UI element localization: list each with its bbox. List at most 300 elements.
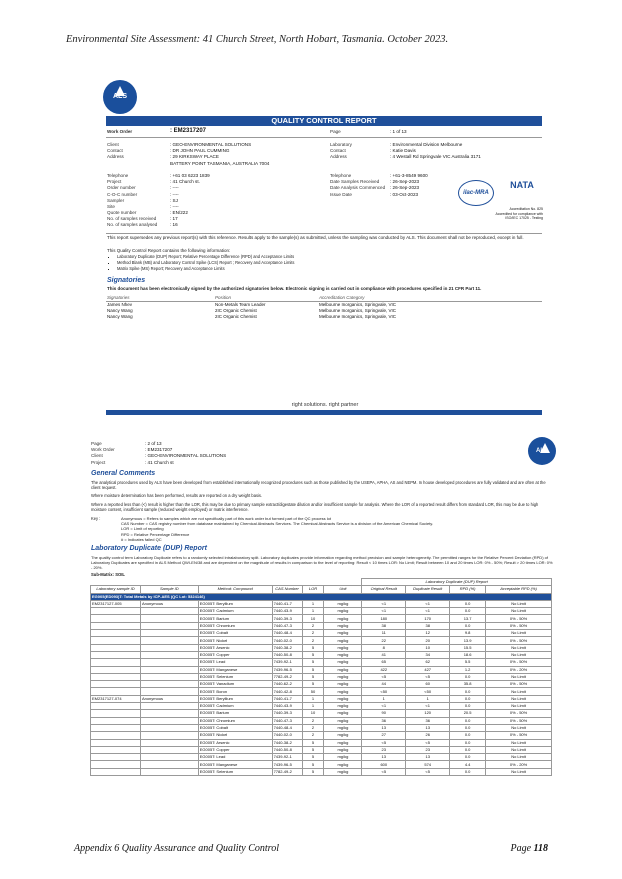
table-cell <box>91 622 141 629</box>
table-cell: 0% - 20% <box>486 761 552 768</box>
table-cell: <5 <box>406 673 450 680</box>
table-cell <box>91 666 141 673</box>
table-cell: 0% - 50% <box>486 622 552 629</box>
table-cell: EG005T: Arsenic <box>198 644 272 651</box>
table-cell: <5 <box>362 739 406 746</box>
table-cell: No Limit <box>486 703 552 710</box>
table-cell: mg/kg <box>324 637 362 644</box>
table-cell: 7440-48-4 <box>272 724 302 731</box>
table-cell <box>91 746 141 753</box>
table-cell: 7440-41-7 <box>272 600 302 607</box>
table-cell: 7782-49-2 <box>272 768 302 775</box>
table-cell: 7440-39-3 <box>272 615 302 622</box>
footer-page-label: Page <box>510 843 532 854</box>
key-definitions: Anonymous = Refers to samples which are not specifically part of this work order but formed part of the QC process lot CAS Number = CAS registry number from database maintained by Chemical Abstracts Services. The Chemical Abstracts Service is a division of the American Chemical Society. LOR = Limit of reporting RPD = Relative Percentage Difference # = Indicates failed QC <box>121 516 434 542</box>
table-row <box>91 710 552 717</box>
table-cell: 180 <box>362 615 406 622</box>
table-row <box>91 600 552 607</box>
table-cell: 0.0 <box>450 768 486 775</box>
table-cell: 5.5 <box>450 659 486 666</box>
table-cell: EG005T: Boron <box>198 688 272 695</box>
col-header: Acceptable RPD (%) <box>486 586 552 593</box>
table-cell <box>91 651 141 658</box>
table-cell: 20 <box>406 637 450 644</box>
table-cell: 1 <box>362 695 406 702</box>
general-comments-p3: Where a reported less than (<) result is higher than the LOR, this may be due to primary sample extract/digestate dilution and/or insufficient sample for analysis. Where the LOR of a reported result differs from standard LOR, this may be due to high moisture content, insufficient sample (reduced weight employed) or matrix interference. <box>91 502 539 513</box>
col-header: CAS Number <box>272 586 302 593</box>
table-row <box>91 608 552 615</box>
table-cell: EG005T: Nickel <box>198 637 272 644</box>
table-row <box>91 724 552 731</box>
table-cell <box>140 710 198 717</box>
ilac-mra-logo: ilac-MRA <box>458 180 494 206</box>
table-cell: No Limit <box>486 644 552 651</box>
table-cell: mg/kg <box>324 695 362 702</box>
table-cell: mg/kg <box>324 724 362 731</box>
divider <box>106 233 542 234</box>
table-cell <box>140 622 198 629</box>
table-cell: mg/kg <box>324 673 362 680</box>
als-tagline: right solutions. right partner <box>291 402 359 408</box>
table-row <box>91 681 552 688</box>
table-row <box>91 622 552 629</box>
table-cell <box>91 673 141 680</box>
table-cell: 0% - 50% <box>486 732 552 739</box>
table-cell: 15.5 <box>450 644 486 651</box>
table-cell: 22 <box>362 637 406 644</box>
table-cell: 0.0 <box>450 717 486 724</box>
table-cell: 50 <box>302 688 324 695</box>
table-cell: mg/kg <box>324 739 362 746</box>
table-cell: 0% - 50% <box>486 637 552 644</box>
table-cell <box>140 651 198 658</box>
table-cell <box>91 717 141 724</box>
table-cell: 7440-47-3 <box>272 717 302 724</box>
table-cell: 0.0 <box>450 703 486 710</box>
col-header: RPD (%) <box>450 586 486 593</box>
table-cell: mg/kg <box>324 659 362 666</box>
table-cell: 7439-96-5 <box>272 666 302 673</box>
general-comments-p1: The analytical procedures used by ALS have been developed from established internationally recognized procedures such as those published by the USEPA, APHA, AS and NEPM. In house developed procedures are fully validated and are often at the client request. <box>91 480 546 491</box>
table-cell: 44 <box>362 681 406 688</box>
table-cell: 13 <box>406 754 450 761</box>
table-cell: mg/kg <box>324 630 362 637</box>
table-cell: 7440-50-8 <box>272 651 302 658</box>
table-cell: 7440-47-3 <box>272 622 302 629</box>
table-cell: No Limit <box>486 768 552 775</box>
table-cell: 18.6 <box>450 651 486 658</box>
table-cell: 0.0 <box>450 622 486 629</box>
table-cell: 2 <box>302 637 324 644</box>
p2-meta-values: : 2 of 13 : EM2317207 : GEO-ENVIRONMENTAL SOLUTIONS : 41 Church st <box>145 441 227 465</box>
table-cell: No Limit <box>486 688 552 695</box>
table-cell: EG005T: Barium <box>198 615 272 622</box>
table-cell: <5 <box>406 739 450 746</box>
table-cell: 36 <box>362 717 406 724</box>
table-cell: No Limit <box>486 600 552 607</box>
table-cell: mg/kg <box>324 681 362 688</box>
table-cell: 7440-39-3 <box>272 710 302 717</box>
table-cell <box>91 761 141 768</box>
divider <box>106 137 542 138</box>
table-cell: 9.8 <box>450 630 486 637</box>
table-cell: 2 <box>302 630 324 637</box>
signatories-heading: Signatories <box>107 277 146 284</box>
table-cell <box>140 768 198 775</box>
table-cell: 0.0 <box>450 695 486 702</box>
table-cell: <1 <box>362 608 406 615</box>
table-cell: 2 <box>302 717 324 724</box>
table-cell: 5 <box>302 673 324 680</box>
table-cell: No Limit <box>486 608 552 615</box>
table-cell: No Limit <box>486 746 552 753</box>
table-cell: 7440-43-9 <box>272 703 302 710</box>
table-cell: mg/kg <box>324 746 362 753</box>
col-header: Sample ID <box>140 586 198 593</box>
dup-report-heading: Laboratory Duplicate (DUP) Report <box>91 545 207 552</box>
table-cell: <50 <box>406 688 450 695</box>
table-cell: 0.0 <box>450 724 486 731</box>
table-cell: 2 <box>302 732 324 739</box>
table-cell: 7439-96-5 <box>272 761 302 768</box>
table-cell: 5 <box>302 746 324 753</box>
col-header: Laboratory sample ID <box>91 586 141 593</box>
list-item: ▪ Method Blank (MB) and Laboratory Control Spike (LCS) Report ; Recovery and Acceptance Limits <box>117 260 537 266</box>
table-cell <box>91 703 141 710</box>
supersede-notice: This report supersedes any previous report(s) with this reference. Results apply to the sample(s) as submitted, unless the sampling was conducted by ALS. This document shall not be reproduced, except in full. <box>107 235 524 240</box>
table-cell: 62 <box>406 659 450 666</box>
table-cell: EG005T: Selenium <box>198 673 272 680</box>
table-row <box>91 717 552 724</box>
footer-appendix-title: Appendix 6 Quality Assurance and Quality Control <box>74 843 279 854</box>
table-cell: Anonymous <box>140 695 198 702</box>
running-header: Environmental Site Assessment: 41 Church Street, North Hobart, Tasmania. October 2023. <box>66 34 449 45</box>
table-header-row <box>91 586 552 593</box>
qc-contents-list <box>107 254 537 272</box>
table-cell: 120 <box>406 710 450 717</box>
table-group-header-row <box>91 579 552 586</box>
table-cell: 2 <box>302 622 324 629</box>
table-cell: No Limit <box>486 651 552 658</box>
lab-values: : Environmental Division Melbourne : Katie Davis : 4 Westall Rd Springvale VIC Australia 3171 : +61-3-8549 9600 : 26-Sep-2023 : 26-Sep-2023 : 03-Oct-2023 <box>390 142 481 197</box>
table-cell <box>140 681 198 688</box>
table-row <box>91 644 552 651</box>
table-cell: EG005T: Cadmium <box>198 703 272 710</box>
table-cell: EG005T: Beryllium <box>198 695 272 702</box>
table-row <box>91 768 552 775</box>
table-cell: 0.0 <box>450 608 486 615</box>
table-cell <box>91 637 141 644</box>
table-cell: 0.0 <box>450 688 486 695</box>
table-cell: 60 <box>406 681 450 688</box>
table-cell <box>140 732 198 739</box>
table-cell: 13 <box>406 724 450 731</box>
table-cell: 5 <box>302 754 324 761</box>
table-cell: EG005T: Lead <box>198 754 272 761</box>
table-cell: <5 <box>406 768 450 775</box>
table-cell: <1 <box>362 600 406 607</box>
table-cell <box>91 608 141 615</box>
table-cell: EG005T: Lead <box>198 659 272 666</box>
table-cell <box>91 754 141 761</box>
table-cell: mg/kg <box>324 622 362 629</box>
table-cell <box>91 659 141 666</box>
nata-logo: NATA <box>510 180 534 190</box>
table-row <box>91 615 552 622</box>
table-cell: <1 <box>406 600 450 607</box>
table-cell: mg/kg <box>324 768 362 775</box>
table-cell: 1 <box>406 695 450 702</box>
table-cell <box>91 644 141 651</box>
table-cell: 1 <box>302 695 324 702</box>
table-cell: <1 <box>406 703 450 710</box>
table-cell <box>91 724 141 731</box>
table-cell: 13.7 <box>450 615 486 622</box>
table-row <box>91 761 552 768</box>
col-header: Original Result <box>362 586 406 593</box>
table-cell: mg/kg <box>324 761 362 768</box>
group-header: Laboratory Duplicate (DUP) Report <box>362 579 552 586</box>
table-cell: 5 <box>302 666 324 673</box>
table-cell: 12 <box>406 630 450 637</box>
table-row <box>91 637 552 644</box>
table-cell: EG005T: Vanadium <box>198 681 272 688</box>
table-cell: 5 <box>302 651 324 658</box>
table-cell <box>140 615 198 622</box>
table-cell: EG005T: Beryllium <box>198 600 272 607</box>
table-row <box>91 732 552 739</box>
table-cell: EG005T: Chromium <box>198 717 272 724</box>
list-item: ▪ Laboratory Duplicate (DUP) Report; Relative Percentage Difference (RPD) and Acceptance Limits <box>117 254 537 260</box>
table-cell <box>140 630 198 637</box>
table-cell: 36 <box>406 717 450 724</box>
qc-lot-row: EG005(ED093)T: Total Metals by ICP-AES (QC Lot: 5324146) <box>91 593 552 600</box>
table-cell: 7440-42-8 <box>272 688 302 695</box>
table-cell: 7440-38-2 <box>272 644 302 651</box>
key-label: Key : <box>91 516 101 521</box>
table-cell <box>140 761 198 768</box>
als-logo: ALS <box>103 80 137 114</box>
table-cell: 2 <box>302 724 324 731</box>
table-row <box>91 651 552 658</box>
lab-labels: Laboratory Contact Address Telephone Date Samples Received Date Analysis Commenced Issue Date <box>330 142 386 197</box>
table-cell: mg/kg <box>324 732 362 739</box>
table-cell: 427 <box>406 666 450 673</box>
table-cell: mg/kg <box>324 688 362 695</box>
table-cell: EM2317127-074 <box>91 695 141 702</box>
footer-page-num: 118 <box>533 843 548 854</box>
table-cell: 7440-50-8 <box>272 746 302 753</box>
table-cell: EG005T: Copper <box>198 746 272 753</box>
table-cell: EG005T: Cobalt <box>198 724 272 731</box>
accreditation-note: Accreditation No. 825 Accredited for compliance with ISO/IEC 17025 - Testing <box>495 207 543 220</box>
client-values: : GEO-ENVIRONMENTAL SOLUTIONS : DR JOHN PAUL CUMMING : 29 KIRKSWAY PLACE BATTERY POINT TASMANIA, AUSTRALIA 7004 : +61 03 6223 1839 : 41 Church st. : ---- : ---- : SJ : ---- : EN/222 : 17 : 16 <box>170 142 270 228</box>
footer-page-number <box>511 843 549 854</box>
table-cell: 13 <box>362 754 406 761</box>
table-cell: 1 <box>302 608 324 615</box>
table-cell: <5 <box>362 768 406 775</box>
table-cell: 20.5 <box>450 710 486 717</box>
table-cell: 422 <box>362 666 406 673</box>
table-cell: 10 <box>302 710 324 717</box>
table-cell <box>91 688 141 695</box>
table-cell: 7782-49-2 <box>272 673 302 680</box>
table-cell: 7440-02-0 <box>272 637 302 644</box>
table-cell <box>91 710 141 717</box>
work-order-value: : EM2317207 <box>170 128 207 134</box>
duplicate-results-table <box>90 578 552 776</box>
table-row <box>91 666 552 673</box>
table-cell <box>140 608 198 615</box>
col-header: Duplicate Result <box>406 586 450 593</box>
table-cell: mg/kg <box>324 600 362 607</box>
table-cell: 65 <box>362 659 406 666</box>
table-cell: EG005T: Barium <box>198 710 272 717</box>
table-cell: 0.0 <box>450 754 486 761</box>
table-cell: 41 <box>362 651 406 658</box>
table-cell <box>91 768 141 775</box>
table-cell: 5 <box>302 739 324 746</box>
list-item: ▪ Matrix Spike (MS) Report; Recovery and Acceptance Limits <box>117 266 537 272</box>
table-cell <box>140 673 198 680</box>
table-cell: 7440-62-2 <box>272 681 302 688</box>
table-cell: EG005T: Manganese <box>198 761 272 768</box>
table-cell: 7440-02-0 <box>272 732 302 739</box>
p2-meta-labels: Page Work Order Client Project <box>91 441 115 465</box>
table-cell: <50 <box>362 688 406 695</box>
table-cell <box>140 746 198 753</box>
table-cell: 7439-92-1 <box>272 659 302 666</box>
table-row <box>91 688 552 695</box>
table-cell: No Limit <box>486 673 552 680</box>
table-cell: 0% - 50% <box>486 615 552 622</box>
table-cell: 35.8 <box>450 681 486 688</box>
table-cell: 1 <box>302 600 324 607</box>
table-cell: No Limit <box>486 754 552 761</box>
qc-report-title: QUALITY CONTROL REPORT <box>106 116 542 126</box>
general-comments-p2: Where moisture determination has been performed, results are reported on a dry weight basis. <box>91 493 263 498</box>
table-cell <box>140 637 198 644</box>
table-cell: 1.2 <box>450 666 486 673</box>
table-row <box>91 659 552 666</box>
table-cell: 23 <box>406 746 450 753</box>
table-cell: No Limit <box>486 630 552 637</box>
table-cell: 0.0 <box>450 673 486 680</box>
table-cell: EG005T: Copper <box>198 651 272 658</box>
page1-footer-bar <box>106 410 542 415</box>
table-cell: mg/kg <box>324 717 362 724</box>
table-cell: 7440-41-7 <box>272 695 302 702</box>
client-labels: Client Contact Address Telephone Project Order number C-O-C number Sampler Site Quote number No. of samples received No. of samples analysed <box>107 142 158 228</box>
table-cell <box>140 703 198 710</box>
table-cell: No Limit <box>486 739 552 746</box>
table-cell: mg/kg <box>324 754 362 761</box>
table-cell: 0% - 50% <box>486 717 552 724</box>
table-cell: <1 <box>406 608 450 615</box>
table-cell <box>91 630 141 637</box>
table-cell: EG005T: Cadmium <box>198 608 272 615</box>
table-cell: 0.0 <box>450 746 486 753</box>
table-cell: 600 <box>362 761 406 768</box>
table-cell: 34 <box>406 651 450 658</box>
table-cell <box>140 688 198 695</box>
table-cell: EG005T: Arsenic <box>198 739 272 746</box>
table-cell: 8 <box>362 644 406 651</box>
table-cell <box>91 615 141 622</box>
table-row <box>91 673 552 680</box>
table-cell: 11 <box>362 630 406 637</box>
table-cell: 90 <box>362 710 406 717</box>
table-row <box>91 739 552 746</box>
table-cell: 10 <box>302 615 324 622</box>
table-row <box>91 746 552 753</box>
table-cell: mg/kg <box>324 703 362 710</box>
table-row <box>91 630 552 637</box>
table-cell: 5 <box>302 681 324 688</box>
table-cell: EM2317127-005 <box>91 600 141 607</box>
dup-report-description: The quality control term Laboratory Duplicate refers to a randomly selected intralaboratory split. Laboratory duplicates provide information regarding method precision and sample heterogeneity. The permitted ranges for the Relative Percent Deviation (RPD) of Laboratory Duplicates are specified in ALS Method QWI-EN/38 and are dependent on the magnitude of results in comparison to the level of reporting: Result < 10 times LOR: No Limit; Result between 10 and 20 times LOR: 0% - 50%; Result > 20 times LOR: 0% - 20%. <box>91 555 553 571</box>
table-cell: 0% - 50% <box>486 681 552 688</box>
table-cell: 27 <box>362 732 406 739</box>
col-header: Unit <box>324 586 362 593</box>
table-cell: mg/kg <box>324 651 362 658</box>
table-cell: 0% - 50% <box>486 710 552 717</box>
table-cell: 5 <box>302 659 324 666</box>
table-row <box>91 754 552 761</box>
table-cell <box>91 681 141 688</box>
sub-matrix-label: Sub-Matrix: SOIL <box>91 572 125 577</box>
table-cell <box>140 659 198 666</box>
table-row <box>91 695 552 702</box>
table-cell: 26 <box>406 732 450 739</box>
col-header: Method: Compound <box>198 586 272 593</box>
table-cell: 7440-43-9 <box>272 608 302 615</box>
table-body <box>91 600 552 775</box>
table-cell: mg/kg <box>324 666 362 673</box>
table-cell: 7440-38-2 <box>272 739 302 746</box>
table-cell: 13 <box>362 724 406 731</box>
table-cell: EG005T: Manganese <box>198 666 272 673</box>
table-cell: 13.9 <box>450 637 486 644</box>
table-cell: mg/kg <box>324 710 362 717</box>
table-cell: 4.4 <box>450 761 486 768</box>
table-cell: No Limit <box>486 695 552 702</box>
table-cell: EG005T: Selenium <box>198 768 272 775</box>
table-cell <box>91 732 141 739</box>
table-cell: 38 <box>406 622 450 629</box>
page-label: Page <box>330 129 341 134</box>
table-cell: No Limit <box>486 724 552 731</box>
work-order-label: Work Order <box>107 129 133 134</box>
table-cell <box>140 666 198 673</box>
table-cell: mg/kg <box>324 608 362 615</box>
general-comments-heading: General Comments <box>91 470 156 477</box>
table-cell: 1 <box>302 703 324 710</box>
table-cell: 38 <box>362 622 406 629</box>
table-cell <box>140 717 198 724</box>
als-logo-p2: ALS <box>528 437 556 465</box>
table-cell <box>140 754 198 761</box>
table-cell: 0% - 20% <box>486 666 552 673</box>
table-cell: 0% - 50% <box>486 659 552 666</box>
qc-contents-intro: This Quality Control Report contains the following information: <box>107 248 231 253</box>
table-cell: <1 <box>362 703 406 710</box>
table-cell: 5 <box>302 761 324 768</box>
table-cell: 574 <box>406 761 450 768</box>
table-row <box>91 703 552 710</box>
table-cell: 10 <box>406 644 450 651</box>
table-cell: mg/kg <box>324 644 362 651</box>
